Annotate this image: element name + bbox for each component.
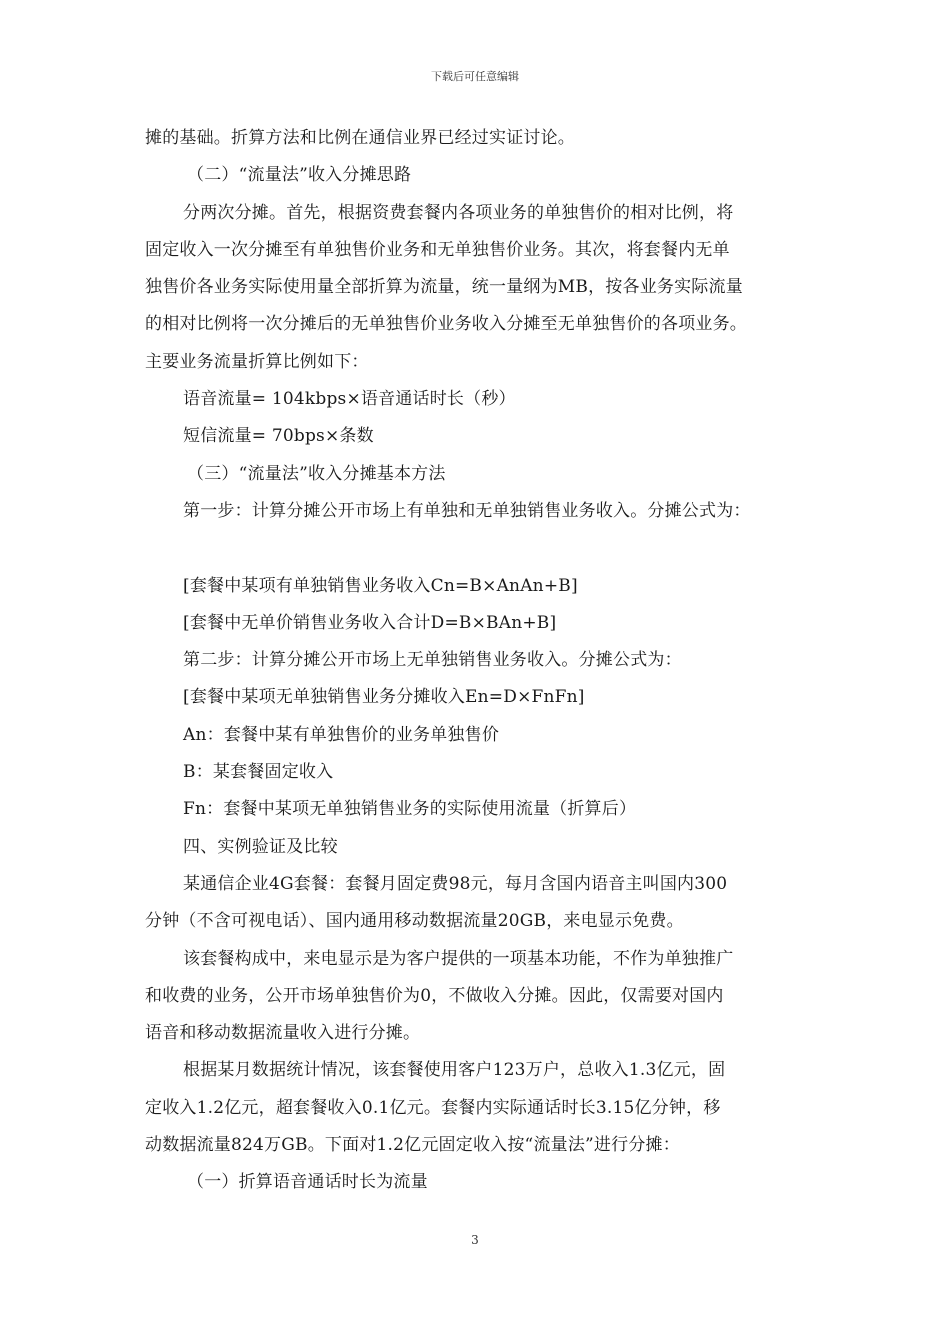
page-header: 下载后可任意编辑 [431, 70, 519, 83]
paragraph-line: 定收入1.2亿元，超套餐收入0.1亿元。套餐内实际通话时长3.15亿分钟，移 [145, 1097, 721, 1118]
formula-line: 语音流量= 104kbps×语音通话时长（秒） [183, 389, 516, 410]
paragraph-line: 摊的基础。折算方法和比例在通信业界已经过实证讨论。 [145, 128, 575, 148]
paragraph-line: 动数据流量824万GB。下面对1.2亿元固定收入按“流量法”进行分摊： [145, 1135, 680, 1156]
paragraph-line: 某通信企业4G套餐：套餐月固定费98元，每月含国内语音主叫国内300 [183, 873, 728, 894]
paragraph-line: 第一步：计算分摊公开市场上有单独和无单独销售业务收入。分摊公式为： [183, 500, 751, 521]
formula-line: [套餐中某项有单独销售业务收入Cn=B×AnAn+B] [183, 575, 578, 596]
paragraph-line: 分钟（不含可视电话）、国内通用移动数据流量20GB，来电显示免费。 [145, 911, 684, 932]
paragraph-line: 第二步：计算分摊公开市场上无单独销售业务收入。分摊公式为： [183, 650, 682, 671]
paragraph-line: 分两次分摊。首先，根据资费套餐内各项业务的单独售价的相对比例，将 [183, 202, 734, 223]
formula-line: [套餐中某项无单独销售业务分摊收入En=D×FnFn] [183, 687, 585, 708]
formula-line: 短信流量= 70bps×条数 [183, 426, 374, 447]
paragraph-line: 根据某月数据统计情况，该套餐使用客户123万户，总收入1.3亿元，固 [183, 1060, 726, 1081]
section-heading: （二）“流量法”收入分摊思路 [187, 165, 412, 186]
section-heading: 四、实例验证及比较 [183, 836, 338, 857]
definition-line: B：某套餐固定收入 [183, 762, 334, 783]
formula-line: [套餐中无单价销售业务收入合计D=B×BAn+B] [183, 612, 557, 633]
page-number: 3 [471, 1233, 479, 1247]
paragraph-line: 和收费的业务，公开市场单独售价为0，不做收入分摊。因此，仅需要对国内 [145, 985, 724, 1006]
definition-line: Fn：套餐中某项无单独销售业务的实际使用流量（折算后） [183, 799, 637, 820]
paragraph-line: 主要业务流量折算比例如下： [145, 351, 369, 372]
paragraph-line: 固定收入一次分摊至有单独售价业务和无单独售价业务。其次，将套餐内无单 [145, 239, 730, 260]
paragraph-line: 语音和移动数据流量收入进行分摊。 [145, 1023, 421, 1044]
section-heading: （一）折算语音通话时长为流量 [187, 1172, 428, 1193]
paragraph-line: 该套餐构成中，来电显示是为客户提供的一项基本功能，不作为单独推广 [183, 948, 734, 969]
section-heading: （三）“流量法”收入分摊基本方法 [187, 463, 446, 484]
definition-line: An：套餐中某有单独售价的业务单独售价 [183, 724, 500, 745]
paragraph-line: 的相对比例将一次分摊后的无单独售价业务收入分摊至无单独售价的各项业务。 [145, 314, 747, 335]
document-body [145, 120, 810, 1202]
blank-line [145, 530, 810, 567]
paragraph-line: 独售价各业务实际使用量全部折算为流量，统一量纲为MB，按各业务实际流量 [145, 277, 743, 298]
